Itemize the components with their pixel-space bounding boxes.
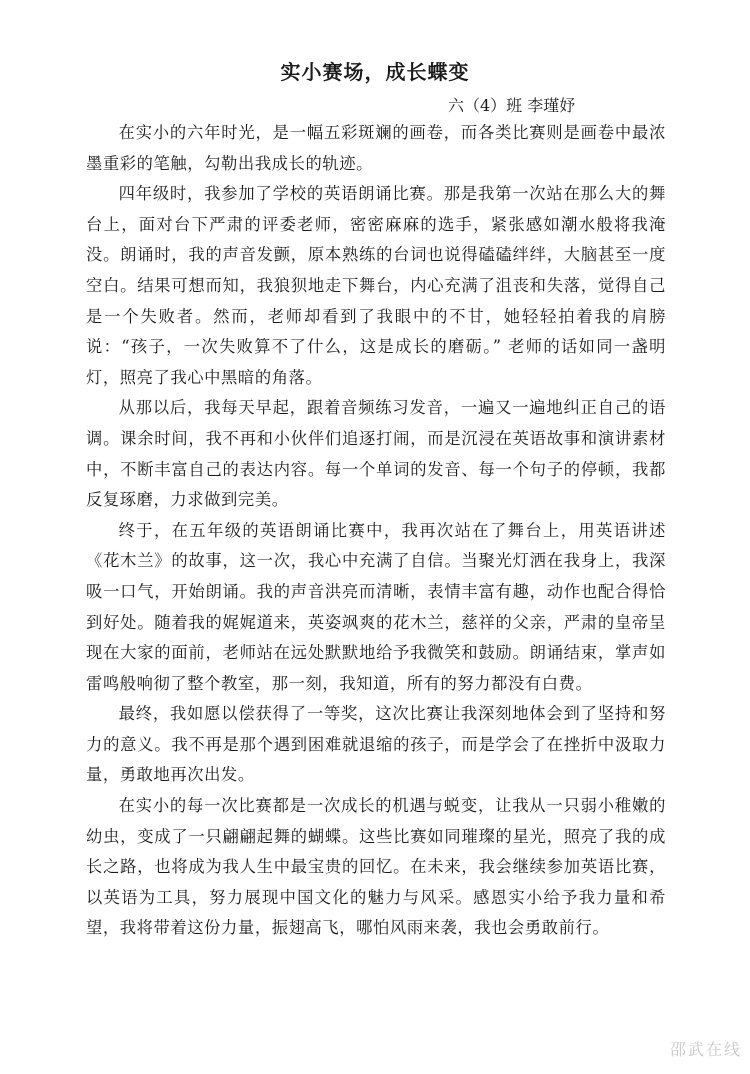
essay-title: 实小赛场，成长蝶变: [280, 60, 470, 84]
paragraph-4: 终于，在五年级的英语朗诵比赛中，我再次站在了舞台上，用英语讲述《花木兰》的故事，这一次，我心中充满了自信。当聚光灯洒在我身上，我深吸一口气，开始朗诵。我的声音洪亮而清晰，表情丰富有趣，动作也配合得恰到好处。随着我的娓娓道来，英姿飒爽的花木兰，慈祥的父亲，严肃的皇帝呈现在大家的面前，老师站在远处默默地给予我微笑和鼓励。朗诵结束，掌声如雷鸣般响彻了整个教室，那一刻，我知道，所有的努力都没有白费。: [86, 520, 666, 693]
paragraph-6: 在实小的每一次比赛都是一次成长的机遇与蜕变，让我从一只弱小稚嫩的幼虫，变成了一只翩翩起舞的蝴蝶。这些比赛如同璀璨的星光，照亮了我的成长之路，也将成为我人生中最宝贵的回忆。在未来，我会继续参加英语比赛，以英语为工具，努力展现中国文化的魅力与风采。感恩实小给予我力量和希望，我将带着这份力量，振翅高飞，哪怕风雨来袭，我也会勇敢前行。: [86, 796, 666, 938]
paragraph-1: 在实小的六年时光，是一幅五彩斑斓的画卷，而各类比赛则是画卷中最浓墨重彩的笔触，勾勒出我成长的轨迹。: [86, 123, 666, 173]
paragraph-5: 最终，我如愿以偿获得了一等奖，这次比赛让我深刻地体会到了坚持和努力的意义。我不再是那个遇到困难就退缩的孩子，而是学会了在挫折中汲取力量，勇敢地再次出发。: [86, 704, 666, 785]
paragraph-2: 四年级时，我参加了学校的英语朗诵比赛。那是我第一次站在那么大的舞台上，面对台下严肃的评委老师，密密麻麻的选手，紧张感如潮水般将我淹没。朗诵时，我的声音发颤，原本熟练的台词也说得磕磕绊绊，大脑甚至一度空白。结果可想而知，我狼狈地走下舞台，内心充满了沮丧和失落，觉得自己是一个失败者。然而，老师却看到了我眼中的不甘，她轻轻拍着我的肩膀说：“孩子，一次失败算不了什么，这是成长的磨砺。” 老师的话如同一盏明灯，照亮了我心中黑暗的角落。: [86, 184, 666, 387]
site-watermark: 邵武在线: [669, 1040, 742, 1059]
author-byline: 六（4）班 李瑾妤: [448, 96, 576, 115]
paragraph-3: 从那以后，我每天早起，跟着音频练习发音，一遍又一遍地纠正自己的语调。课余时间，我不再和小伙伴们追逐打闹，而是沉浸在英语故事和演讲素材中，不断丰富自己的表达内容。每一个单词的发音、每一个句子的停顿，我都反复琢磨，力求做到完美。: [86, 398, 666, 510]
essay-body: [86, 118, 666, 944]
